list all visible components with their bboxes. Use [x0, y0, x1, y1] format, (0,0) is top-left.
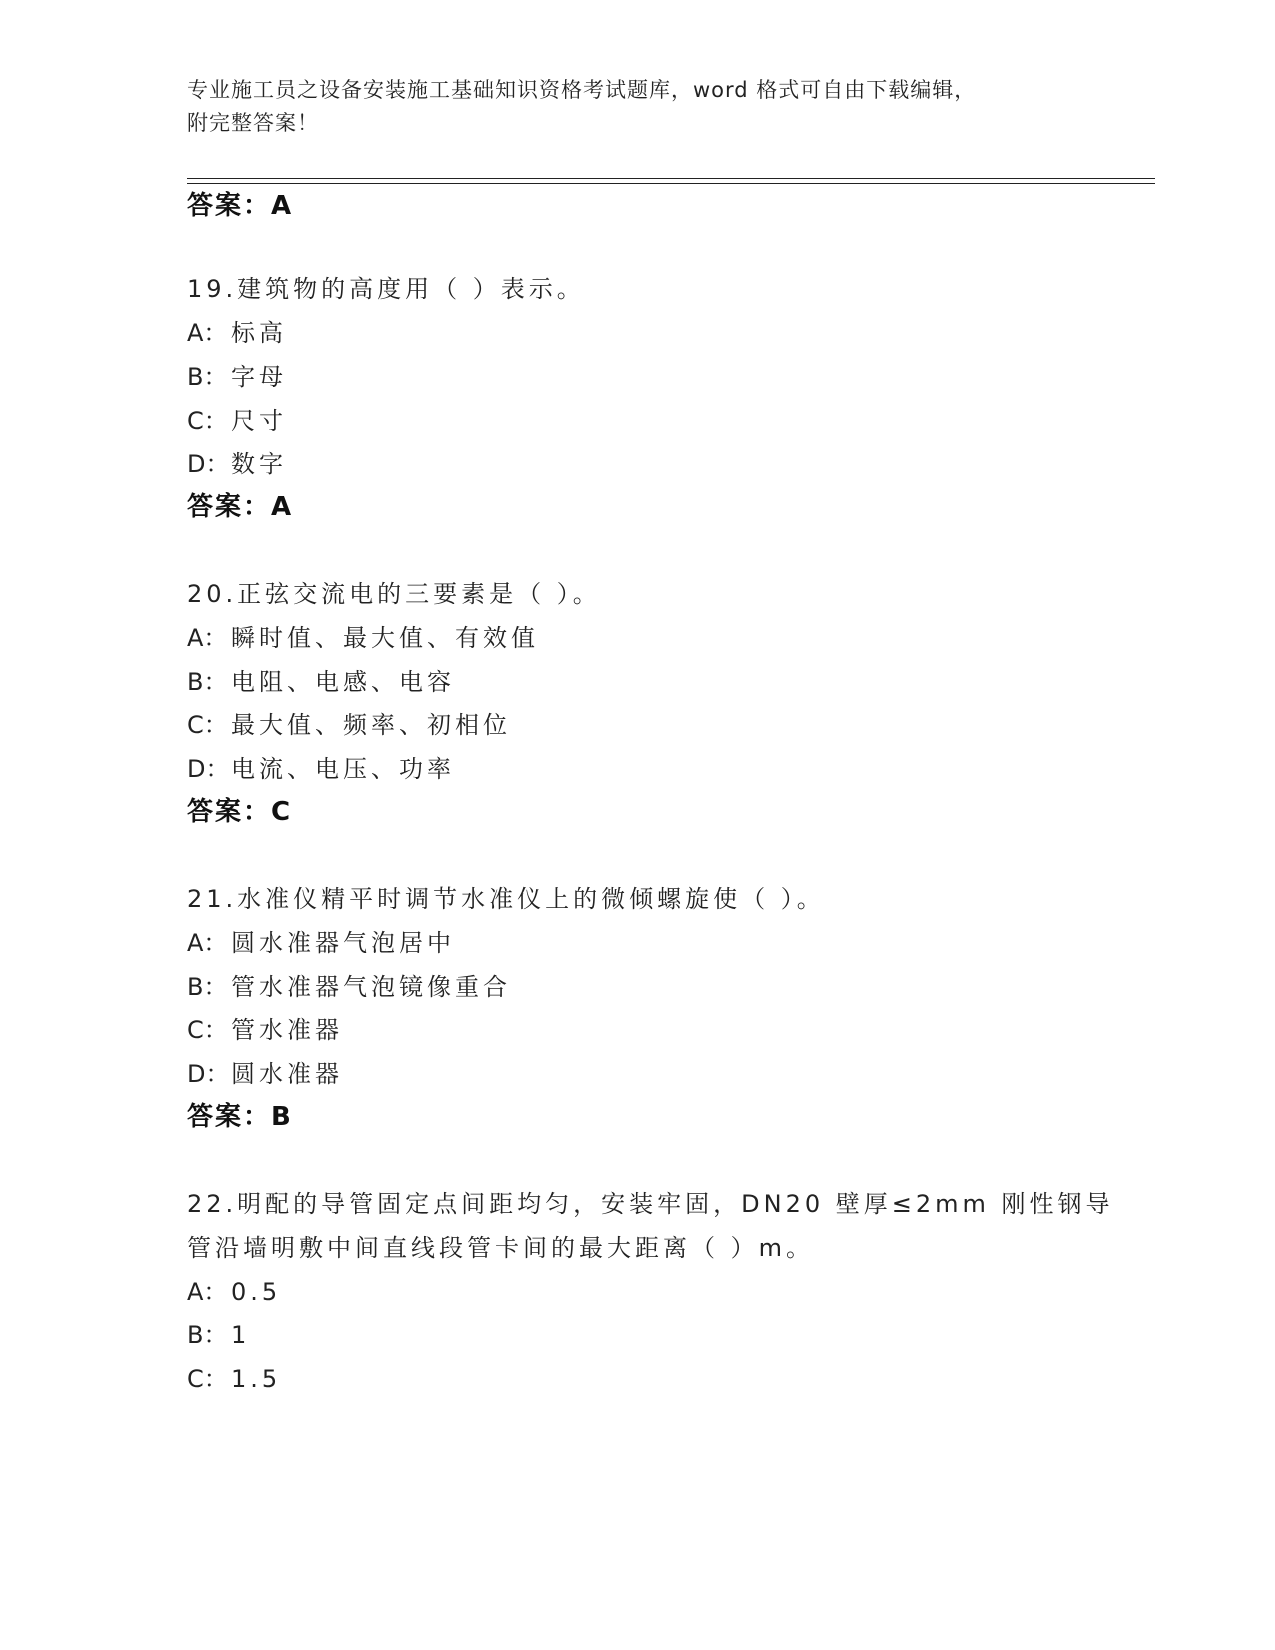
- question-19-option-b: [187, 361, 287, 393]
- question-21-answer: 答案：B: [187, 1102, 293, 1132]
- question-20-option-b: [187, 666, 455, 698]
- question-21-option-a: [187, 927, 455, 959]
- question-19-option-a: [187, 317, 287, 349]
- option-text: 尺寸: [231, 407, 287, 435]
- option-text: 0.5: [231, 1278, 282, 1306]
- option-text: 管水准器气泡镜像重合: [231, 973, 511, 1001]
- question-22-option-c: [187, 1363, 281, 1395]
- question-22-option-b: [187, 1319, 250, 1351]
- option-text: 电流、电压、功率: [231, 755, 455, 783]
- question-19-answer: 答案：A: [187, 492, 294, 522]
- question-20-option-a: [187, 622, 539, 654]
- question-21-option-c: [187, 1014, 343, 1046]
- option-text: 标高: [231, 319, 287, 347]
- option-letter: A：: [187, 1278, 228, 1306]
- option-letter: D：: [187, 450, 230, 478]
- header-divider-bottom: [187, 183, 1155, 184]
- option-text: 圆水准器: [231, 1060, 343, 1088]
- question-22-stem-line-1: 22.明配的导管固定点间距均匀，安装牢固，DN20 壁厚≤2mm 刚性钢导: [187, 1190, 1114, 1218]
- question-19-stem: 19.建筑物的高度用（ ）表示。: [187, 275, 585, 303]
- option-letter: C：: [187, 711, 228, 739]
- question-20-answer: 答案：C: [187, 797, 293, 827]
- option-text: 电阻、电感、电容: [231, 668, 455, 696]
- option-text: 圆水准器气泡居中: [231, 929, 455, 957]
- option-letter: A：: [187, 929, 228, 957]
- option-letter: B：: [187, 973, 228, 1001]
- option-letter: C：: [187, 407, 228, 435]
- option-letter: C：: [187, 1016, 228, 1044]
- option-letter: C：: [187, 1365, 228, 1393]
- option-letter: D：: [187, 755, 230, 783]
- option-letter: D：: [187, 1060, 230, 1088]
- question-21-option-b: [187, 971, 511, 1003]
- option-letter: B：: [187, 668, 228, 696]
- option-text: 管水准器: [231, 1016, 343, 1044]
- question-20-stem: 20.正弦交流电的三要素是（ ）。: [187, 580, 601, 608]
- previous-answer: 答案：A: [187, 191, 294, 221]
- option-letter: A：: [187, 319, 228, 347]
- option-letter: B：: [187, 1321, 228, 1349]
- option-letter: B：: [187, 363, 228, 391]
- question-22-option-a: [187, 1276, 281, 1308]
- option-text: 瞬时值、最大值、有效值: [231, 624, 539, 652]
- question-19-option-d: [187, 448, 287, 480]
- document-header: [187, 74, 1067, 140]
- option-letter: A：: [187, 624, 228, 652]
- header-line-1: 专业施工员之设备安装施工基础知识资格考试题库，word 格式可自由下载编辑，: [187, 78, 977, 102]
- option-text: 最大值、频率、初相位: [231, 711, 511, 739]
- question-22-stem-line-2: 管沿墙明敷中间直线段管卡间的最大距离（ ）m。: [187, 1234, 815, 1262]
- option-text: 数字: [231, 450, 287, 478]
- option-text: 1.5: [231, 1365, 282, 1393]
- header-divider-top: [187, 178, 1155, 179]
- option-text: 字母: [231, 363, 287, 391]
- question-20-option-c: [187, 709, 511, 741]
- question-20-option-d: [187, 753, 455, 785]
- question-21-option-d: [187, 1058, 343, 1090]
- option-text: 1: [231, 1321, 251, 1349]
- header-line-2: 附完整答案！: [187, 111, 319, 135]
- question-21-stem: 21.水准仪精平时调节水准仪上的微倾螺旋使（ ）。: [187, 885, 825, 913]
- question-19-option-c: [187, 405, 287, 437]
